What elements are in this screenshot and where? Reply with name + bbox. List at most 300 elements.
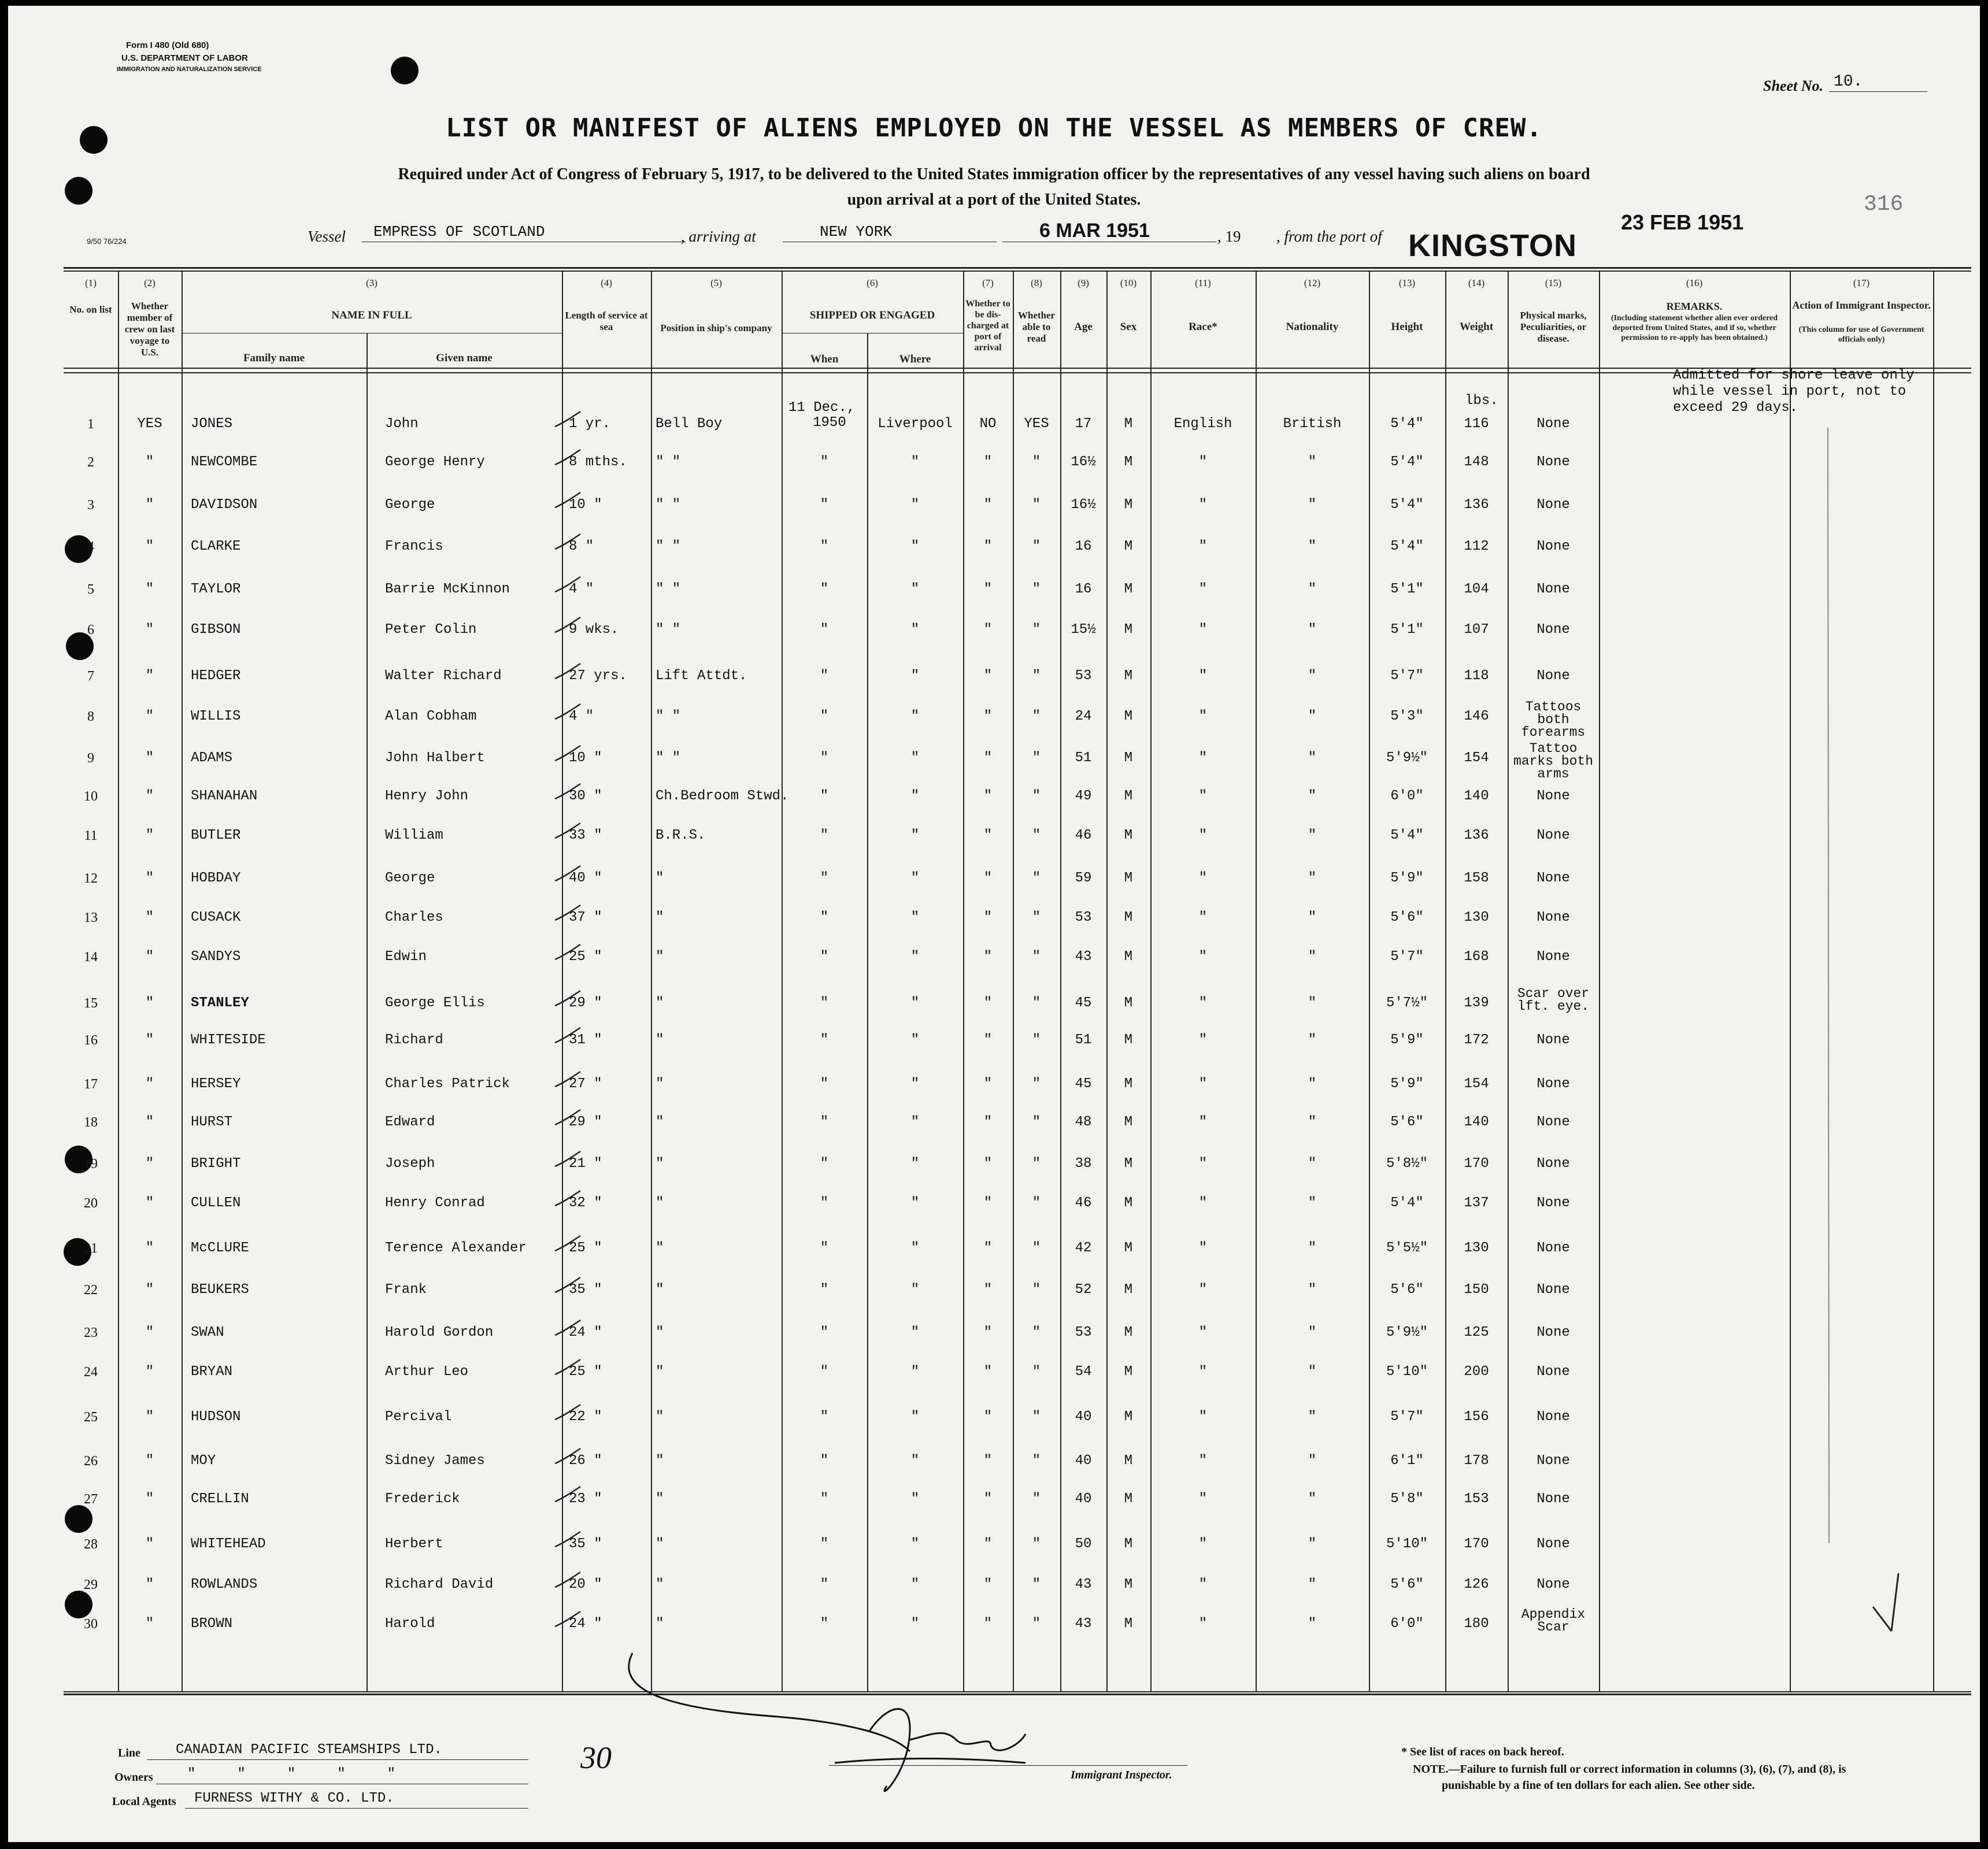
vessel-name: EMPRESS OF SCOTLAND xyxy=(373,223,545,240)
cell-read: " xyxy=(1032,750,1041,766)
cell-position: " xyxy=(656,1195,664,1211)
cell-nationality: " xyxy=(1308,995,1317,1011)
cell-position: " " xyxy=(656,581,681,597)
cell-when: " xyxy=(820,454,829,470)
cell-nationality: " xyxy=(1308,581,1317,597)
cell-position: Bell Boy xyxy=(656,416,723,432)
cell-given: John Halbert xyxy=(385,750,485,766)
colnum: (11) xyxy=(1195,277,1211,288)
cell-no: 18 xyxy=(84,1115,98,1130)
header-action-note: (This column for use of Government officials only) xyxy=(1798,325,1924,344)
cell-race: " xyxy=(1198,995,1208,1011)
cell-where: " xyxy=(910,1536,920,1552)
cell-where: " xyxy=(910,1364,920,1380)
agents-label: Local Agents xyxy=(112,1795,176,1808)
agents-value: FURNESS WITHY & CO. LTD. xyxy=(194,1791,394,1806)
cell-age: 17 xyxy=(1075,416,1092,432)
cell-marks: None xyxy=(1537,1491,1570,1507)
cell-where: " xyxy=(910,1114,920,1130)
cell-discharged: " xyxy=(983,454,993,470)
cell-discharged: " xyxy=(983,1491,993,1507)
cell-race: " xyxy=(1198,709,1208,724)
cell-read: " xyxy=(1032,1195,1041,1211)
cell-discharged: " xyxy=(983,622,993,638)
cell-member: " xyxy=(145,1156,154,1172)
header-shipped-or-engaged: SHIPPED OR ENGAGED xyxy=(809,309,935,321)
cell-no: 9 xyxy=(87,751,94,766)
note-races: * See list of races on back hereof. xyxy=(1401,1746,1564,1758)
cell-marks: None xyxy=(1537,788,1570,804)
cell-position: " xyxy=(656,1156,664,1172)
cell-no: 28 xyxy=(84,1537,98,1552)
cell-sex: M xyxy=(1124,622,1133,638)
cell-family: BUTLER xyxy=(191,828,241,843)
pencil-tick-icon xyxy=(555,1405,580,1420)
pencil-annotations xyxy=(8,6,1980,1842)
cell-marks: None xyxy=(1537,1325,1570,1340)
line-value: CANADIAN PACIFIC STEAMSHIPS LTD. xyxy=(176,1742,442,1758)
cell-weight: 172 xyxy=(1464,1032,1489,1048)
cell-marks: None xyxy=(1537,1536,1570,1552)
cell-where: " xyxy=(910,870,920,886)
cell-position: " xyxy=(656,1577,664,1592)
cell-marks: None xyxy=(1537,1453,1570,1469)
colnum: (5) xyxy=(710,277,722,288)
cell-position: B.R.S. xyxy=(656,828,706,843)
cell-race: " xyxy=(1198,539,1208,554)
cell-where: " xyxy=(910,1577,920,1592)
cell-member: " xyxy=(145,870,154,886)
cell-given: Edwin xyxy=(385,949,427,965)
cell-when: " xyxy=(820,1491,829,1507)
cell-family: SANDYS xyxy=(191,949,241,965)
cell-discharged: " xyxy=(983,709,993,724)
cell-sex: M xyxy=(1124,1364,1133,1380)
cell-age: 43 xyxy=(1075,1577,1092,1592)
shipped-when-line1: 11 Dec., xyxy=(788,400,856,416)
cell-where: " xyxy=(910,828,920,843)
cell-weight: 107 xyxy=(1464,622,1489,638)
cell-no: 20 xyxy=(84,1196,98,1211)
stamped-number: 316 xyxy=(1864,192,1904,217)
weight-unit: lbs. xyxy=(1465,393,1498,409)
cell-height: 5'9½" xyxy=(1386,1325,1428,1340)
cell-read: " xyxy=(1032,709,1041,724)
cell-age: 48 xyxy=(1075,1114,1092,1130)
cell-member: " xyxy=(145,1577,154,1592)
cell-service: 31 " xyxy=(569,1032,602,1048)
cell-age: 24 xyxy=(1075,709,1092,724)
pencil-tick-icon xyxy=(555,664,580,679)
cell-age: 59 xyxy=(1075,870,1092,886)
cell-race: " xyxy=(1198,1577,1208,1592)
cell-read: " xyxy=(1032,1076,1041,1092)
cell-service: 21 " xyxy=(569,1156,602,1172)
cell-age: 40 xyxy=(1075,1491,1092,1507)
cell-marks: None xyxy=(1537,1364,1570,1380)
cell-when: " xyxy=(820,1409,829,1425)
cell-marks: Scar over lft. eye. xyxy=(1517,986,1590,1014)
cell-height: 5'4" xyxy=(1390,539,1424,554)
cell-height: 6'0" xyxy=(1390,788,1424,804)
cell-member: " xyxy=(145,750,154,766)
cell-sex: M xyxy=(1124,1240,1133,1256)
cell-read: " xyxy=(1032,622,1041,638)
cell-nationality: " xyxy=(1308,949,1317,965)
cell-height: 5'7" xyxy=(1390,1409,1424,1425)
colnum: (12) xyxy=(1304,277,1321,288)
header-action: Action of Immigrant Inspector. xyxy=(1792,299,1931,311)
cell-discharged: " xyxy=(983,910,993,925)
cell-read: " xyxy=(1032,668,1041,684)
cell-member: " xyxy=(145,539,154,554)
subtitle-line1: Required under Act of Congress of February 5, 1917, to be delivered to the United States immigration officer by the representatives of any vessel having such aliens on board xyxy=(398,165,1590,183)
cell-marks: None xyxy=(1537,1409,1570,1425)
cell-service: 4 " xyxy=(569,581,594,597)
cell-sex: M xyxy=(1124,539,1133,554)
cell-member: " xyxy=(145,995,154,1011)
cell-nationality: " xyxy=(1308,1156,1317,1172)
colnum: (7) xyxy=(982,277,994,288)
cell-member: " xyxy=(145,949,154,965)
cell-marks: None xyxy=(1537,1195,1570,1211)
colnum: (3) xyxy=(366,277,377,288)
cell-sex: M xyxy=(1124,750,1133,766)
cell-given: Terence Alexander xyxy=(385,1240,527,1256)
cell-nationality: " xyxy=(1308,1577,1317,1592)
cell-given: Alan Cobham xyxy=(385,709,477,724)
cell-sex: M xyxy=(1124,949,1133,965)
cell-height: 5'6" xyxy=(1390,1114,1424,1130)
cell-given: Henry John xyxy=(385,788,469,804)
cell-nationality: " xyxy=(1308,1491,1317,1507)
pencil-tick-icon xyxy=(555,1028,580,1043)
cell-when: " xyxy=(820,1076,829,1092)
cell-given: Joseph xyxy=(385,1156,435,1172)
cell-member: " xyxy=(145,581,154,597)
cell-where: " xyxy=(910,788,920,804)
cell-weight: 153 xyxy=(1464,1491,1489,1507)
cell-read: " xyxy=(1032,1491,1041,1507)
cell-when: " xyxy=(820,1453,829,1469)
cell-discharged: " xyxy=(983,1453,993,1469)
form-number: Form I 480 (Old 680) xyxy=(126,40,209,50)
cell-age: 40 xyxy=(1075,1409,1092,1425)
cell-race: " xyxy=(1198,1156,1208,1172)
cell-family: BRYAN xyxy=(191,1364,233,1380)
cell-marks: None xyxy=(1537,828,1570,843)
colnum: (9) xyxy=(1078,277,1089,288)
cell-weight: 125 xyxy=(1464,1325,1489,1340)
cell-position: " xyxy=(656,1240,664,1256)
header-remarks: REMARKS. xyxy=(1666,301,1723,312)
cell-member: " xyxy=(145,1325,154,1340)
cell-service: 8 " xyxy=(569,539,594,554)
colnum: (14) xyxy=(1468,277,1485,288)
cell-when: " xyxy=(820,1032,829,1048)
cell-family: HOBDAY xyxy=(191,870,241,886)
cell-where: " xyxy=(910,1491,920,1507)
cell-when: " xyxy=(820,750,829,766)
cell-position: Ch.Bedroom Stwd. xyxy=(656,788,789,804)
cell-read: " xyxy=(1032,1114,1041,1130)
cell-when: " xyxy=(820,1282,829,1298)
cell-member: " xyxy=(145,788,154,804)
cell-read: " xyxy=(1032,828,1041,843)
line-label: Line xyxy=(118,1747,140,1759)
cell-race: " xyxy=(1198,668,1208,684)
service-name: IMMIGRATION AND NATURALIZATION SERVICE xyxy=(117,66,262,73)
cell-height: 5'4" xyxy=(1390,497,1424,513)
cell-race: " xyxy=(1198,750,1208,766)
cell-height: 5'3" xyxy=(1390,709,1424,724)
cell-age: 45 xyxy=(1075,995,1092,1011)
cell-race: " xyxy=(1198,1491,1208,1507)
from-port-stamp: KINGSTON xyxy=(1408,228,1578,263)
cell-height: 5'6" xyxy=(1390,1282,1424,1298)
page-title: LIST OR MANIFEST OF ALIENS EMPLOYED ON THE VESSEL AS MEMBERS OF CREW. xyxy=(446,113,1542,143)
cell-when: " xyxy=(820,497,829,513)
cell-member: " xyxy=(145,454,154,470)
cell-member: " xyxy=(145,709,154,724)
cell-race: " xyxy=(1198,1325,1208,1340)
cell-position: " xyxy=(656,1409,664,1425)
inspector-signature-icon xyxy=(629,1653,1026,1791)
header-age: Age xyxy=(1074,321,1093,333)
arriving-port: NEW YORK xyxy=(820,223,892,240)
cell-family: BEUKERS xyxy=(191,1282,249,1298)
cell-race: " xyxy=(1198,1616,1208,1632)
cell-when: " xyxy=(820,870,829,886)
cell-service: 25 " xyxy=(569,949,602,965)
header-no-on-list: No. on list xyxy=(69,304,112,315)
cell-marks: None xyxy=(1537,416,1570,432)
cell-service: 40 " xyxy=(569,870,602,886)
cell-race: " xyxy=(1198,788,1208,804)
cell-discharged: " xyxy=(983,668,993,684)
cell-race: " xyxy=(1198,1536,1208,1552)
cell-no: 2 xyxy=(87,455,94,470)
cell-where: " xyxy=(910,949,920,965)
cell-no: 13 xyxy=(84,910,98,925)
cell-nationality: " xyxy=(1308,788,1317,804)
pencil-tick-icon xyxy=(555,1359,580,1374)
cell-height: 5'6" xyxy=(1390,1577,1424,1592)
cell-where: " xyxy=(910,750,920,766)
pencil-tick-icon xyxy=(555,1110,580,1125)
department-name: U.S. DEPARTMENT OF LABOR xyxy=(121,53,248,63)
cell-no: 16 xyxy=(84,1033,98,1048)
cell-weight: 148 xyxy=(1464,454,1489,470)
cell-marks: Appendix Scar xyxy=(1521,1607,1586,1635)
cell-weight: 136 xyxy=(1464,497,1489,513)
cell-nationality: British xyxy=(1283,416,1342,432)
cell-given: William xyxy=(385,828,443,843)
header-nationality: Nationality xyxy=(1286,321,1339,333)
cell-weight: 146 xyxy=(1464,709,1489,724)
cell-position: " " xyxy=(656,539,681,554)
year-label: , 19 xyxy=(1217,228,1241,245)
cell-read: " xyxy=(1032,1032,1041,1048)
cell-sex: M xyxy=(1124,1282,1133,1298)
cell-age: 43 xyxy=(1075,949,1092,965)
cell-service: 30 " xyxy=(569,788,602,804)
pencil-tick-icon xyxy=(555,746,580,761)
pencil-tick-icon xyxy=(555,866,580,881)
cell-member: " xyxy=(145,1114,154,1130)
cell-position: " xyxy=(656,1114,664,1130)
inspector-label: Immigrant Inspector. xyxy=(1071,1769,1172,1781)
cell-age: 54 xyxy=(1075,1364,1092,1380)
cell-service: 20 " xyxy=(569,1577,602,1592)
from-port-label: , from the port of xyxy=(1276,228,1382,245)
cell-where: " xyxy=(910,539,920,554)
cell-height: 5'9" xyxy=(1390,1076,1424,1092)
cell-sex: M xyxy=(1124,1076,1133,1092)
cell-family: McCLURE xyxy=(191,1240,249,1256)
cell-sex: M xyxy=(1124,1195,1133,1211)
cell-race: " xyxy=(1198,1240,1208,1256)
cell-race: " xyxy=(1198,910,1208,925)
cell-read: " xyxy=(1032,1156,1041,1172)
cell-weight: 136 xyxy=(1464,828,1489,843)
cell-marks: None xyxy=(1537,870,1570,886)
cell-family: MOY xyxy=(191,1453,216,1469)
cell-family: HERSEY xyxy=(191,1076,241,1092)
cell-service: 25 " xyxy=(569,1240,602,1256)
cell-age: 46 xyxy=(1075,828,1092,843)
cell-read: " xyxy=(1032,949,1041,965)
cell-service: 10 " xyxy=(569,750,602,766)
cell-no: 26 xyxy=(84,1454,98,1469)
cell-sex: M xyxy=(1124,1325,1133,1340)
cell-weight: 154 xyxy=(1464,750,1489,766)
cell-no: 6 xyxy=(87,622,94,638)
cell-member: YES xyxy=(137,416,162,432)
cell-age: 50 xyxy=(1075,1536,1092,1552)
cell-sex: M xyxy=(1124,1032,1133,1048)
arrival-date-stamp: 6 MAR 1951 xyxy=(1039,220,1150,242)
cell-marks: None xyxy=(1537,668,1570,684)
cell-age: 43 xyxy=(1075,1616,1092,1632)
cell-height: 5'7" xyxy=(1390,949,1424,965)
cell-given: Frank xyxy=(385,1282,427,1298)
cell-family: HURST xyxy=(191,1114,233,1130)
cell-marks: None xyxy=(1537,497,1570,513)
cell-age: 16 xyxy=(1075,581,1092,597)
cell-age: 53 xyxy=(1075,668,1092,684)
cell-no: 22 xyxy=(84,1283,98,1298)
cell-weight: 116 xyxy=(1464,416,1489,432)
cell-weight: 130 xyxy=(1464,910,1489,925)
header-where: Where xyxy=(899,353,931,365)
cell-no: 25 xyxy=(84,1410,98,1425)
cell-family: JONES xyxy=(191,416,233,432)
cell-given: Richard xyxy=(385,1032,443,1048)
cell-age: 52 xyxy=(1075,1282,1092,1298)
cell-weight: 170 xyxy=(1464,1536,1489,1552)
cell-weight: 130 xyxy=(1464,1240,1489,1256)
cell-nationality: " xyxy=(1308,497,1317,513)
cell-when: " xyxy=(820,1536,829,1552)
cell-given: Charles xyxy=(385,910,443,925)
header-sex: Sex xyxy=(1120,321,1137,333)
cell-age: 51 xyxy=(1075,1032,1092,1048)
cell-age: 53 xyxy=(1075,1325,1092,1340)
sheet-number: 10. xyxy=(1834,73,1863,91)
cell-race: English xyxy=(1173,416,1232,432)
cell-height: 5'4" xyxy=(1390,416,1424,432)
cell-height: 6'0" xyxy=(1390,1616,1424,1632)
cell-member: " xyxy=(145,1364,154,1380)
cell-sex: M xyxy=(1124,709,1133,724)
cell-given: Herbert xyxy=(385,1536,443,1552)
cell-given: Barrie McKinnon xyxy=(385,581,510,597)
cell-discharged: NO xyxy=(979,416,997,432)
cell-nationality: " xyxy=(1308,454,1317,470)
cell-discharged: " xyxy=(983,1616,993,1632)
cell-discharged: " xyxy=(983,995,993,1011)
cell-family: WHITESIDE xyxy=(191,1032,266,1048)
cell-height: 5'10" xyxy=(1386,1536,1428,1552)
cell-family: HUDSON xyxy=(191,1409,241,1425)
cell-no: 24 xyxy=(84,1365,98,1380)
cell-given: Charles Patrick xyxy=(385,1076,510,1092)
cell-weight: 158 xyxy=(1464,870,1489,886)
cell-no: 27 xyxy=(84,1492,98,1507)
cell-member: " xyxy=(145,910,154,925)
cell-age: 15½ xyxy=(1071,622,1096,638)
cell-member: " xyxy=(145,1076,154,1092)
cell-position: Lift Attdt. xyxy=(656,668,747,684)
header-given-name: Given name xyxy=(436,352,493,364)
cell-race: " xyxy=(1198,581,1208,597)
cell-service: 29 " xyxy=(569,995,602,1011)
cell-position: " xyxy=(656,1536,664,1552)
cell-read: " xyxy=(1032,1364,1041,1380)
cell-age: 16 xyxy=(1075,539,1092,554)
cell-service: 22 " xyxy=(569,1409,602,1425)
cell-discharged: " xyxy=(983,1240,993,1256)
cell-weight: 118 xyxy=(1464,668,1489,684)
cell-member: " xyxy=(145,1536,154,1552)
cell-sex: M xyxy=(1124,1491,1133,1507)
cell-no: 8 xyxy=(87,709,94,724)
cell-race: " xyxy=(1198,949,1208,965)
cell-service: 24 " xyxy=(569,1616,602,1632)
cell-weight: 180 xyxy=(1464,1616,1489,1632)
colnum: (2) xyxy=(144,277,156,288)
cell-given: George xyxy=(385,497,435,513)
cell-age: 42 xyxy=(1075,1240,1092,1256)
cell-sex: M xyxy=(1124,828,1133,843)
cell-nationality: " xyxy=(1308,910,1317,925)
cell-nationality: " xyxy=(1308,1364,1317,1380)
cell-sex: M xyxy=(1124,581,1133,597)
cell-no: 1 xyxy=(87,417,94,432)
cell-marks: None xyxy=(1537,539,1570,554)
cell-read: YES xyxy=(1024,416,1049,432)
cell-service: 1 yr. xyxy=(569,416,611,432)
cell-nationality: " xyxy=(1308,828,1317,843)
cell-no: 17 xyxy=(84,1077,98,1092)
cell-nationality: " xyxy=(1308,622,1317,638)
cell-weight: 126 xyxy=(1464,1577,1489,1592)
cell-position: " xyxy=(656,949,664,965)
cell-discharged: " xyxy=(983,1409,993,1425)
cell-discharged: " xyxy=(983,1195,993,1211)
colnum: (8) xyxy=(1031,277,1042,288)
